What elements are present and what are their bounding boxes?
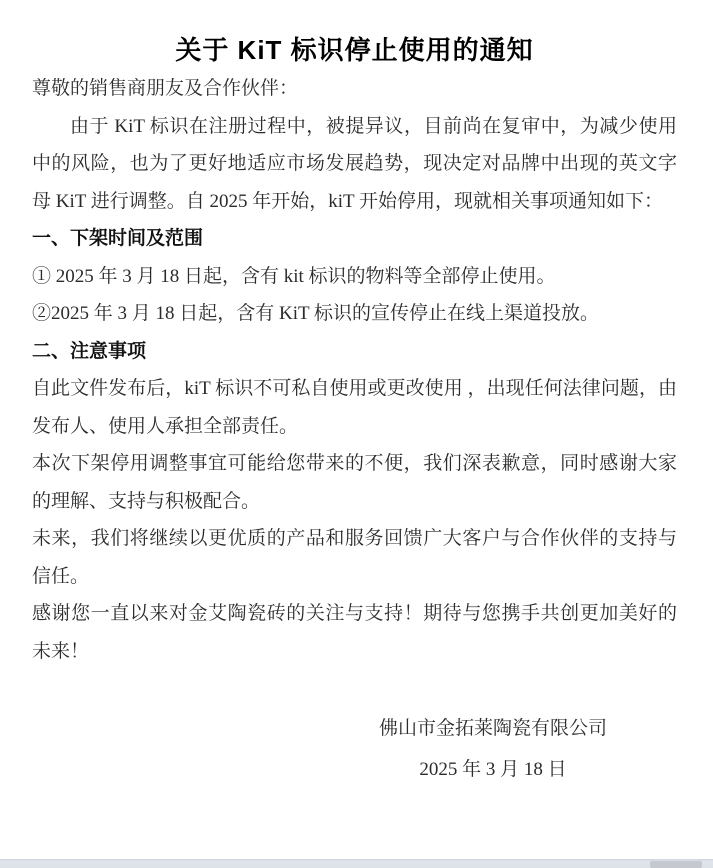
intro-paragraph: 由于 KiT 标识在注册过程中，被提异议，目前尚在复审中，为减少使用中的风险，也为了更好地适应市场发展趋势，现决定对品牌中出现的英文字母 KiT 进行调整。自 2025 年开始，kiT 开始停用，现就相关事项通知如下： xyxy=(32,115,677,212)
section2-paragraph-2: 本次下架停用调整事宜可能给您带来的不便，我们深表歉意，同时感谢大家的理解、支持与积极配合。 xyxy=(32,453,677,512)
greeting-line: 尊敬的销售商朋友及合作伙伴： xyxy=(32,78,299,99)
signature-date: 2025 年 3 月 18 日 xyxy=(419,759,567,780)
section1-item-1: ① 2025 年 3 月 18 日起，含有 kit 标识的物料等全部停止使用。 xyxy=(32,265,556,287)
section2-heading: 二、注意事项 xyxy=(32,340,147,362)
section2-paragraph-3: 未来，我们将继续以更优质的产品和服务回馈广大客户与合作伙伴的支持与信任。 xyxy=(32,528,677,587)
section2-paragraph-4: 感谢您一直以来对金艾陶瓷砖的关注与支持！期待与您携手共创更加美好的未来！ xyxy=(32,603,677,662)
section2-paragraph-1: 自此文件发布后，kiT 标识不可私自使用或更改使用 ，出现任何法律问题，由发布人、使用人承担全部责任。 xyxy=(32,378,677,437)
section1-heading: 一、下架时间及范围 xyxy=(32,228,204,249)
horizontal-scrollbar[interactable] xyxy=(0,859,713,868)
document-title: 关于 KiT 标识停止使用的通知 xyxy=(175,35,534,65)
section1-item-2: ②2025 年 3 月 18 日起，含有 KiT 标识的宣传停止在线上渠道投放。 xyxy=(32,303,600,324)
scrollbar-thumb[interactable] xyxy=(650,861,702,868)
signature-block xyxy=(379,708,607,790)
signature-company: 佛山市金拓莱陶瓷有限公司 xyxy=(378,718,607,739)
